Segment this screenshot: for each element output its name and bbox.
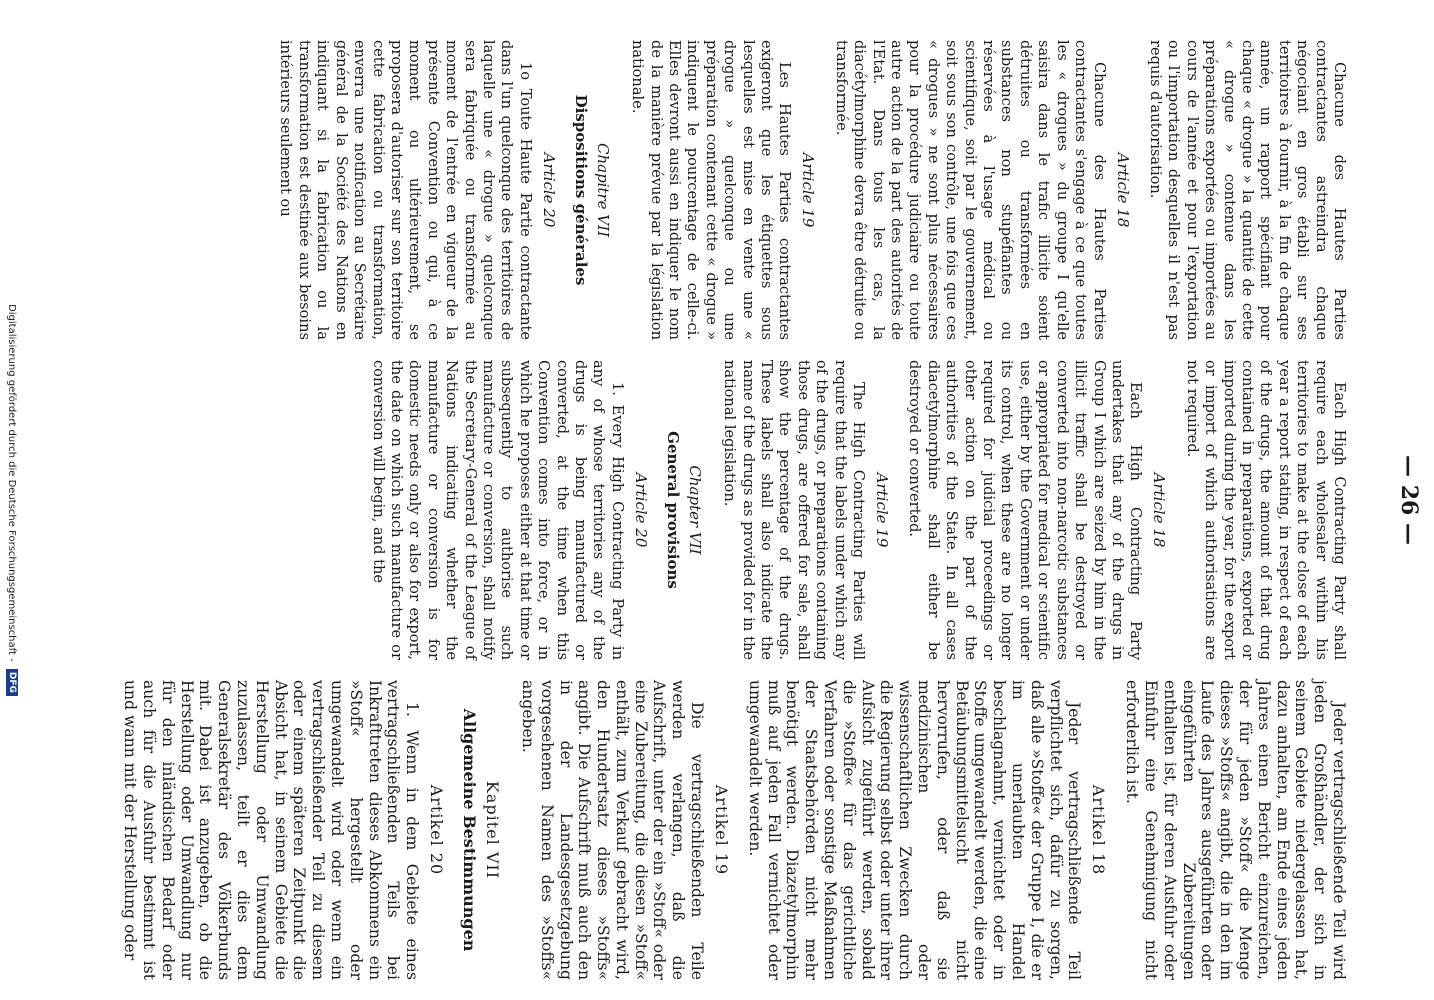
chapter-title: Allgemeine Bestimmungen [460, 708, 480, 952]
paragraph: The High Contracting Parties will require that the labels under which any of the drugs, or preparations containing those drugs, are offered for sale, shall show the percentage of the drugs. These labels shall also indicate the name of the drugs as provided for in the national legislation. [721, 360, 868, 660]
french-column [270, 40, 1348, 340]
article-heading: Article 19 [799, 152, 818, 228]
article-heading: Article 20 [539, 152, 558, 228]
english-column [362, 360, 1348, 660]
paragraph: Chacune des Hautes Parties contractantes astreindra chaque négociant en gros établi sur ses territoires à fournir, à la fin de chaque année, un rapport spécifiant pour chaque « drogue » la quantité de cette « drogue » contenue dans les préparations exportées ou importées au cours de l'année et pour l'exportation ou l'importation desquelles il n'est pas requis d'autorisation. [1146, 40, 1348, 340]
paragraph: Les Hautes Parties contractantes exigeront que les étiquettes sous lesquelles est mise en vente une « drogue » quelconque ou une préparation contenant cette « drogue » indiquent le pourcentage de celle-ci. Elles devront aussi en indiquer le nom de la manière prévue par la législation nationale. [629, 40, 794, 340]
chapter-title: Dispositions générales [571, 94, 590, 286]
paragraph: Jeder vertragschließende Teil wird jeden Großhändler, der sich in seinem Gebiete niedergelassen hat, dazu anhalten, am Ende eines jeden Jahres einen Bericht einzureichen, der für jeden »Stoff« die Menge dieses »Stoffs« angibt, die in den im Laufe des Jahres ausgeführten oder eingeführten Zubereitungen enthalten ist, für deren Ausfuhr oder Einfuhr eine Genehmigung nicht erforderlich ist. [1123, 680, 1348, 980]
paragraph: Each High Contracting Party shall require each wholesaler within his territories to make at the close of each year a report stating, in respect of each of the drugs, the amount of that drug contained in preparations, exported or imported during the year, for the export or import of which authorisations are not required. [1183, 360, 1348, 660]
dfg-logo: DFG [6, 669, 18, 696]
paragraph: Die vertragschließenden Teile werden verlangen, daß die Aufschrift, unter der ein »Stoff« oder eine Zubereitung, die diesen »Stoff« enthält, zum Verkauf gebracht wird, den Hundertsatz dieses »Stoffs« angibt. Die Aufschrift muß auch den in der Landesgesetzgebung vorgesehenen Namen des »Stoffs« angeben. [518, 680, 707, 980]
chapter-heading: Chapitre VII [593, 142, 612, 237]
page-number: — 26 — [1396, 455, 1422, 545]
article-heading: Artikel 18 [1089, 784, 1109, 876]
article-heading: Artikel 19 [712, 784, 732, 876]
paragraph: 1o Toute Haute Partie contractante dans l'un quelconque des territoires de laquelle une « drogue » quelconque sera fabriquée ou transformée au moment de l'entrée en vigueur de la présente Convention ou qui, à ce moment ou ultérieurement, se proposera d'autoriser sur son territoire cette fabrication ou transformation, enverra une notification au Secrétaire général de la Société des Nations en indiquant si la fabrication ou la transformation est destinée aux besoins intérieurs seulement ou [277, 40, 534, 340]
article-heading: Article 19 [873, 472, 892, 548]
footer-text: Digitalisierung gefördert durch die Deutsche Forschungsgemeinschaft - [6, 304, 17, 662]
article-heading: Artikel 20 [427, 784, 447, 876]
chapter-heading: Kapitel VII [483, 780, 503, 880]
paragraph: 1. Wenn in dem Gebiete eines vertragschließenden Teils bei Inkrafttreten dieses Abkommens ein »Stoff« hergestellt oder umgewandelt wird oder wenn ein vertragschließender Teil zu diesem oder einem späteren Zeitpunkt die Absicht hat, in seinem Gebiete die Herstellung oder Umwandlung zuzulassen, teilt er dies dem Generalsekretär des Völkerbunds mit. Dabei ist anzugeben, ob die Herstellung oder Umwandlung nur für den inländischen Bedarf oder auch für die Ausfuhr bestimmt ist und wann mit der Herstellung oder [121, 680, 422, 980]
article-heading: Article 18 [1113, 152, 1132, 228]
paragraph: Jeder vertragschließende Teil verpflichtet sich, dafür zu sorgen, daß alle »Stoffe« der Gruppe I, die er im unerlaubten Handel beschlagnahmt, vernichtet oder in Stoffe umgewandelt werden, die eine Betäubungsmittelsucht nicht hervorrufen, oder daß sie medizinischen oder wissenschaftlichen Zwecken durch die Regierung selbst oder unter ihrer Aufsicht zugeführt werden, sobald die »Stoffe« für das gerichtliche Verfahren oder sonstige Maßnahmen der Staatsbehörden nicht mehr benötigt werden. Diazetylmorphin muß auf jeden Fall vernichtet oder umgewandelt werden. [745, 680, 1084, 980]
paragraph: Each High Contracting Party undertakes that any of the drugs in Group I which are seized by him in the illicit traffic shall be destroyed or converted into non-narcotic substances or appropriated for medical or scientific use, either by the Government or under its control, when these are no longer required for judicial proceedings or other action on the part of the authorities of the State. In all cases diacetylmorphine shall either be destroyed or converted. [906, 360, 1145, 660]
paragraph: Chacune des Hautes Parties contractantes s'engage à ce que toutes les « drogues » du groupe I qu'elle saisira dans le trafic illicite soient détruites ou transformées en substances non stupéfiantes ou réservées à l'usage médical ou scientifique, soit par le gouvernement, soit sous son contrôle, une fois que ces « drogues » ne sont plus nécessaires pour la procédure judiciaire ou toute autre action de la part des autorités de l'Etat. Dans tous les cas, la diacétylmorphine devra être détruite ou transformée. [832, 40, 1108, 340]
article-heading: Article 18 [1150, 472, 1169, 548]
chapter-title: General provisions [663, 431, 682, 589]
paragraph: 1. Every High Contracting Party in any of whose territories any of the drugs is being manufactured or converted, at the time when this Convention comes into force, or in which he proposes either at that time or subsequently to authorise such manufacture or conversion, shall notify the Secretary-General of the League of Nations indicating whether the manufacture or conversion is for domestic needs only or also for export, the date on which such manufacture or conversion will begin, and the [369, 360, 626, 660]
chapter-heading: Chapter VII [685, 465, 704, 555]
digitization-footer [6, 0, 18, 1000]
german-column [114, 680, 1348, 980]
article-heading: Article 20 [631, 472, 650, 548]
